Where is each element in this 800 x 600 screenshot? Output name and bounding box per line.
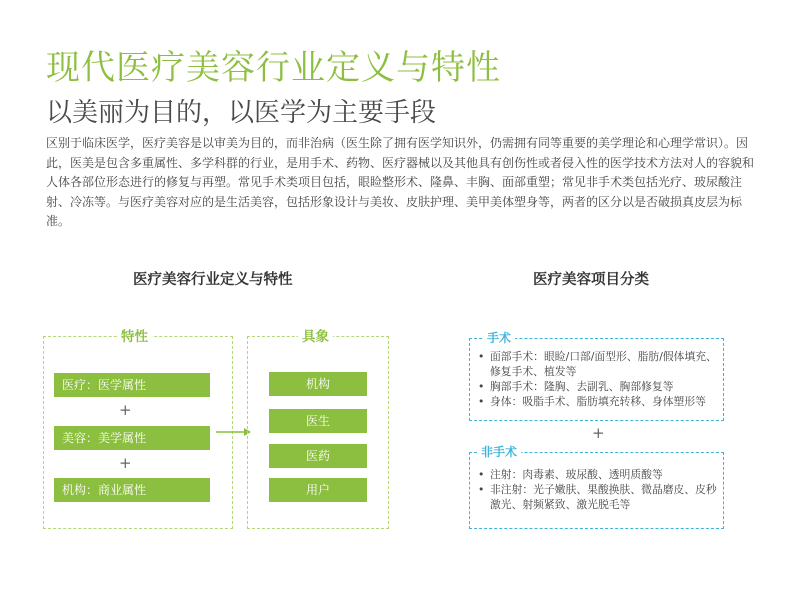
subjects-label: 具象 — [298, 325, 333, 345]
surgical-label: 手术 — [483, 329, 515, 346]
nonsurgical-label: 非手术 — [477, 443, 521, 460]
plus-sign: + — [119, 401, 132, 419]
traits-label: 特性 — [117, 325, 152, 345]
trait-aesthetic: 美容：美学属性 — [54, 426, 210, 450]
trait-business: 机构：商业属性 — [54, 478, 210, 502]
list-item: • 面部手术：眼睑/口部/面型形、脂肪/假体填充、修复手术、植发等 — [476, 349, 720, 379]
nonsurgical-list — [476, 467, 720, 512]
list-item: • 非注射：光子嫩肤、果酸换肤、微晶磨皮、皮秒激光、射频紧致、激光脱毛等 — [476, 482, 720, 512]
list-item: • 胸部手术：隆胸、去副乳、胸部修复等 — [476, 379, 720, 394]
plus-sign: + — [592, 424, 605, 442]
page-title: 现代医疗美容行业定义与特性 — [46, 48, 501, 88]
list-item: • 注射：肉毒素、玻尿酸、透明质酸等 — [476, 467, 720, 482]
surgical-list — [476, 349, 720, 409]
right-section-heading: 医疗美容项目分类 — [533, 272, 649, 288]
trait-medical: 医疗：医学属性 — [54, 373, 210, 397]
left-section-heading: 医疗美容行业定义与特性 — [133, 272, 293, 288]
subject-institution: 机构 — [269, 372, 367, 396]
intro-paragraph: 区别于临床医学，医疗美容是以审美为目的，而非治病（医生除了拥有医学知识外，仍需拥有同等重要的美学理论和心理学常识）。因此，医美是包含多重属性、多学科群的行业，是用手术、药物、医疗器械以及其他具有创伤性或者侵入性的医学技术方法对人的容貌和人体各部位形态进行的修复与再塑。常见手术类项目包括，眼睑整形术、隆鼻、丰胸、面部重塑；常见非手术类包括光疗、玻尿酸注射、冷冻等。与医疗美容对应的是生活美容，包括形象设计与美妆、皮肤护理、美甲美体塑身等，两者的区分以是否破损真皮层为标准。 — [46, 136, 755, 229]
plus-sign: + — [119, 454, 132, 472]
list-item: • 身体：吸脂手术、脂肪填充转移、身体塑形等 — [476, 394, 720, 409]
page-subtitle: 以美丽为目的，以医学为主要手段 — [46, 98, 437, 128]
subject-medicine: 医药 — [269, 444, 367, 468]
subject-user: 用户 — [269, 478, 367, 502]
subject-doctor: 医生 — [269, 409, 367, 433]
